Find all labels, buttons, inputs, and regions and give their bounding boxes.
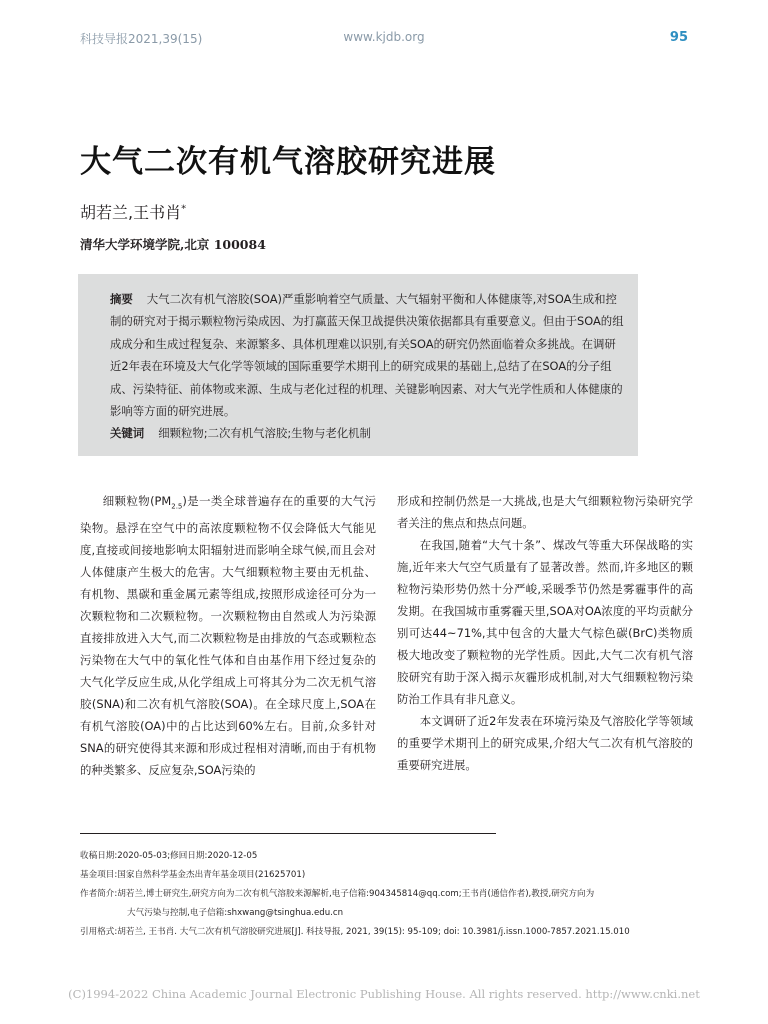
keywords-line xyxy=(90,422,626,444)
intro-paragraph-1 xyxy=(80,490,376,781)
body-column-right xyxy=(397,490,693,776)
cnki-watermark: (C)1994-2022 China Academic Journal Electronic Publishing House. All rights reserved. http://www.cnki.net xyxy=(68,987,700,1001)
keywords-text: 细颗粒物;二次有机气溶胶;生物与老化机制 xyxy=(158,426,371,441)
intro-paragraph-1-continued: 形成和控制仍然是一大挑战,也是大气细颗粒物污染研究学者关注的焦点和热点问题。 xyxy=(397,494,693,530)
corresponding-author-mark: * xyxy=(181,203,187,215)
author-names: 胡若兰,王书肖 xyxy=(80,203,182,222)
abstract-box xyxy=(78,274,638,456)
intro-paragraph-1-text: )是一类全球普遍存在的重要的大气污染物。悬浮在空气中的高浓度颗粒物不仅会降低大气能见度,直接或间接地影响太阳辐射进而影响全球气候,而且会对人体健康产生极大的危害。大气细颗粒物主要由无机盐、有机物、黑碳和重金属元素等组成,按照形成途径可分为一次颗粒物和二次颗粒物。一次颗粒物由自然或人为污染源直接排放进入大气,而二次颗粒物是由排放的气态或颗粒态污染物在大气中的氧化性气体和自由基作用下经过复杂的大气化学反应生成,从化学组成上可将其分为二次无机气溶胶(SNA)和二次有机气溶胶(SOA)。在全球尺度上,SOA在有机气溶胶(OA)中的占比达到60%左右。目前,众多针对SNA的研究使得其来源和形成过程相对清晰,而由于有机物的种类繁多、反应复杂,SOA污染的 xyxy=(80,494,376,778)
abstract-paragraph xyxy=(90,288,626,422)
intro-paragraph-2: 在我国,随着“大气十条”、煤改气等重大环保战略的实施,近年来大气空气质量有了显著改善。然而,许多地区的颗粒物污染形势仍然十分严峻,采暖季节仍然是雾霾事件的高发期。在我国城市重雾霾天里,SOA对OA浓度的平均贡献分别可达44~71%,其中包含的大量大气棕色碳(BrC)类物质极大地改变了颗粒物的光学性质。因此,大气二次有机气溶胶研究有助于深入揭示灰霾形成机制,对大气细颗粒物污染防治工作具有非凡意义。 xyxy=(397,538,693,706)
pm-prefix: 细颗粒物(PM xyxy=(102,494,172,508)
footnote-received: 收稿日期:2020-05-03;修回日期:2020-12-05 xyxy=(80,851,258,861)
footnote-divider xyxy=(80,833,496,834)
footnote-citation: 引用格式:胡若兰, 王书肖. 大气二次有机气溶胶研究进展[J]. 科技导报, 2021, 39(15): 95-109; doi: 10.3981/j.issn.1000-7857.2021.15.010 xyxy=(80,927,630,937)
keywords-label: 关键词 xyxy=(110,426,145,441)
footnote-bio: 作者简介:胡若兰,博士研究生,研究方向为二次有机气溶胶来源解析,电子信箱:904345814@qq.com;王书肖(通信作者),教授,研究方向为 xyxy=(80,889,595,899)
authors xyxy=(80,200,186,223)
footnote-fund: 基金项目:国家自然科学基金杰出青年基金项目(21625701) xyxy=(80,870,306,880)
pm-subscript: 2.5 xyxy=(171,502,183,511)
journal-url: www.kjdb.org xyxy=(343,30,425,44)
intro-paragraph-3: 本文调研了近2年发表在环境污染及气溶胶化学等领域的重要学术期刊上的研究成果,介绍大气二次有机气溶胶的重要研究进展。 xyxy=(397,714,693,772)
footnote-bio-continued: 大气污染与控制,电子信箱:shxwang@tsinghua.edu.cn xyxy=(127,908,344,918)
abstract-content xyxy=(90,288,626,445)
abstract-label: 摘要 xyxy=(110,292,133,306)
abstract-text: 大气二次有机气溶胶(SOA)严重影响着空气质量、大气辐射平衡和人体健康等,对SOA生成和控制的研究对于揭示颗粒物污染成因、为打赢蓝天保卫战提供决策依据都具有重要意义。但由于SOA的组成成分和生成过程复杂、来源繁多、具体机理难以识别,有关SOA的研究仍然面临着众多挑战。在调研近2年表在环境及大气化学等领域的国际重要学术期刊上的研究成果的基础上,总结了在SOA的分子组成、污染特征、前体物或来源、生成与老化过程的机理、关键影响因素、对大气光学性质和人体健康的影响等方面的研究进展。 xyxy=(110,292,624,419)
article-title: 大气二次有机气溶胶研究进展 xyxy=(80,144,496,180)
affiliation: 清华大学环境学院,北京 100084 xyxy=(80,237,266,252)
page-number: 95 xyxy=(669,30,688,45)
body-column-left xyxy=(80,490,376,781)
journal-header: 科技导报2021,39(15) xyxy=(80,32,203,46)
